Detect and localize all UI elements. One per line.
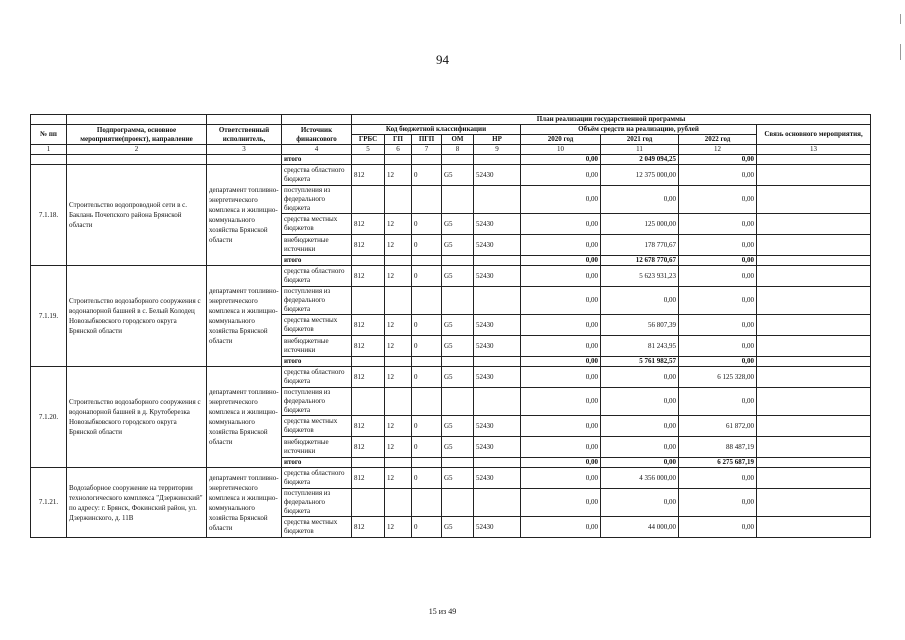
amount-2022: 6 125 328,00 (679, 367, 757, 388)
amount-2020: 0,00 (521, 287, 601, 315)
amount-2020: 0,00 (521, 315, 601, 336)
amount-2020: 0,00 (521, 437, 601, 458)
code-grbs (352, 388, 385, 416)
total-2021: 12 678 770,67 (601, 256, 679, 266)
item-number: 7.1.21. (31, 468, 67, 538)
funding-source: внебюджетные источники (282, 235, 352, 256)
header-link: Связь основного мероприятия, (757, 125, 871, 145)
amount-2022: 0,00 (679, 186, 757, 214)
link-cell (757, 367, 871, 388)
code-pgp (412, 489, 442, 517)
column-number: 13 (757, 145, 871, 155)
empty-code-cell (385, 256, 412, 266)
total-2022: 0,00 (679, 256, 757, 266)
header-om: ОМ (442, 135, 474, 145)
amount-2020: 0,00 (521, 235, 601, 256)
code-nr (474, 388, 521, 416)
responsible-executor: департамент топливно-энергетического комплекса и жилищно-коммунального хозяйства Брянской области (207, 165, 282, 266)
total-2022: 0,00 (679, 357, 757, 367)
code-om: G5 (442, 517, 474, 538)
link-cell (757, 315, 871, 336)
amount-2022: 0,00 (679, 489, 757, 517)
header-name: Подпрограмма, основное мероприятие(проект), направление (67, 125, 207, 145)
code-om: G5 (442, 315, 474, 336)
code-gp: 12 (385, 165, 412, 186)
amount-2021: 5 623 931,23 (601, 266, 679, 287)
column-number: 3 (207, 145, 282, 155)
header-row-groups (31, 125, 871, 135)
amount-2021: 0,00 (601, 489, 679, 517)
empty-code-cell (474, 256, 521, 266)
header-resp: Ответственный исполнитель, (207, 125, 282, 145)
code-gp: 12 (385, 315, 412, 336)
header-no: № пп (31, 125, 67, 145)
empty-code-cell (385, 357, 412, 367)
code-pgp: 0 (412, 416, 442, 437)
amount-2020: 0,00 (521, 416, 601, 437)
funding-source: поступления из федерального бюджета (282, 186, 352, 214)
code-pgp: 0 (412, 367, 442, 388)
code-nr: 52430 (474, 315, 521, 336)
funding-source: средства местных бюджетов (282, 315, 352, 336)
code-om: G5 (442, 214, 474, 235)
code-pgp: 0 (412, 214, 442, 235)
code-pgp (412, 388, 442, 416)
scan-edge-mark (900, 44, 901, 60)
funding-source: средства местных бюджетов (282, 416, 352, 437)
amount-2020: 0,00 (521, 266, 601, 287)
code-pgp: 0 (412, 315, 442, 336)
funding-source: средства местных бюджетов (282, 214, 352, 235)
code-gp: 12 (385, 266, 412, 287)
amount-2021: 0,00 (601, 388, 679, 416)
code-grbs: 812 (352, 517, 385, 538)
code-pgp: 0 (412, 517, 442, 538)
code-om: G5 (442, 416, 474, 437)
link-cell (757, 336, 871, 357)
amount-2022: 0,00 (679, 336, 757, 357)
header-source: Источник финансового (282, 125, 352, 145)
amount-2021: 0,00 (601, 437, 679, 458)
code-nr (474, 287, 521, 315)
column-number: 10 (521, 145, 601, 155)
code-nr: 52430 (474, 468, 521, 489)
link-cell (757, 256, 871, 266)
amount-2021: 12 375 000,00 (601, 165, 679, 186)
link-cell (757, 287, 871, 315)
amount-2022: 0,00 (679, 214, 757, 235)
header-2022: 2022 год (679, 135, 757, 145)
item-name: Строительство водопроводной сети в с. Баклань Почепского района Брянской области (67, 165, 207, 266)
column-number: 12 (679, 145, 757, 155)
code-grbs: 812 (352, 416, 385, 437)
amount-2021: 0,00 (601, 416, 679, 437)
code-grbs: 812 (352, 437, 385, 458)
header-plan-title: План реализации государственной программы (352, 115, 871, 125)
code-nr: 52430 (474, 214, 521, 235)
code-grbs: 812 (352, 336, 385, 357)
code-om: G5 (442, 367, 474, 388)
code-gp (385, 489, 412, 517)
header-row-top (31, 115, 871, 125)
empty-code-cell (474, 458, 521, 468)
code-grbs (352, 186, 385, 214)
funding-source: средства областного бюджета (282, 468, 352, 489)
code-nr: 52430 (474, 235, 521, 256)
code-gp: 12 (385, 517, 412, 538)
program-plan-table (30, 114, 871, 538)
funding-source: поступления из федерального бюджета (282, 489, 352, 517)
empty-code-cell (352, 357, 385, 367)
table-body (31, 115, 871, 538)
amount-2021: 4 356 000,00 (601, 468, 679, 489)
code-om: G5 (442, 266, 474, 287)
item-name: Водозаборное сооружение на территории технологического комплекса "Дзержинский" по адресу: г. Брянск, Фокинский район, ул. Дзержинского, д. 11В (67, 468, 207, 538)
amount-2022: 0,00 (679, 287, 757, 315)
source-row (31, 165, 871, 186)
item-name: Строительство водозаборного сооружения с водонапорной башней в д. Крутоберезка Новозыбковского городского округа Брянской области (67, 367, 207, 468)
source-row (31, 468, 871, 489)
amount-2022: 88 487,19 (679, 437, 757, 458)
item-name: Строительство водозаборного сооружения с водонапорной башней в с. Белый Колодец Новозыбковского городского округа Брянской области (67, 266, 207, 367)
header-pgp: ПГП (412, 135, 442, 145)
code-gp: 12 (385, 214, 412, 235)
code-nr: 52430 (474, 416, 521, 437)
amount-2021: 178 770,67 (601, 235, 679, 256)
amount-2020: 0,00 (521, 186, 601, 214)
amount-2020: 0,00 (521, 517, 601, 538)
link-cell (757, 489, 871, 517)
amount-2022: 0,00 (679, 266, 757, 287)
code-nr (474, 489, 521, 517)
code-pgp: 0 (412, 266, 442, 287)
empty-code-cell (412, 256, 442, 266)
link-cell (757, 468, 871, 489)
code-gp: 12 (385, 336, 412, 357)
amount-2020: 0,00 (521, 489, 601, 517)
item-number: 7.1.20. (31, 367, 67, 468)
amount-2020: 0,00 (521, 388, 601, 416)
header-grbs: ГРБС (352, 135, 385, 145)
total-2020: 0,00 (521, 458, 601, 468)
amount-2020: 0,00 (521, 336, 601, 357)
amount-2022: 0,00 (679, 468, 757, 489)
column-number: 2 (67, 145, 207, 155)
code-om: G5 (442, 235, 474, 256)
code-pgp: 0 (412, 235, 442, 256)
empty-code-cell (385, 458, 412, 468)
header-nr: НР (474, 135, 521, 145)
code-om: G5 (442, 165, 474, 186)
code-om (442, 287, 474, 315)
code-grbs: 812 (352, 468, 385, 489)
link-cell (757, 416, 871, 437)
code-gp: 12 (385, 367, 412, 388)
total-label: итого (282, 458, 352, 468)
code-om: G5 (442, 336, 474, 357)
code-gp: 12 (385, 468, 412, 489)
code-nr: 52430 (474, 336, 521, 357)
code-nr: 52430 (474, 165, 521, 186)
empty-code-cell (352, 256, 385, 266)
code-pgp: 0 (412, 468, 442, 489)
code-gp (385, 388, 412, 416)
funding-source: поступления из федерального бюджета (282, 287, 352, 315)
empty-code-cell (412, 458, 442, 468)
code-grbs: 812 (352, 315, 385, 336)
column-number: 4 (282, 145, 352, 155)
amount-2021: 81 243,95 (601, 336, 679, 357)
responsible-executor: департамент топливно-энергетического комплекса и жилищно-коммунального хозяйства Брянской области (207, 367, 282, 468)
scan-edge-mark (900, 14, 901, 24)
column-number: 7 (412, 145, 442, 155)
link-cell (757, 388, 871, 416)
total-2022: 6 275 687,19 (679, 458, 757, 468)
funding-source: средства областного бюджета (282, 367, 352, 388)
total-2022: 0,00 (679, 155, 757, 165)
amount-2022: 61 872,00 (679, 416, 757, 437)
code-om (442, 388, 474, 416)
responsible-executor: департамент топливно-энергетического комплекса и жилищно-коммунального хозяйства Брянской области (207, 468, 282, 538)
page-number: 94 (436, 52, 449, 67)
amount-2022: 0,00 (679, 165, 757, 186)
code-nr (474, 186, 521, 214)
empty-code-cell (442, 256, 474, 266)
code-pgp (412, 287, 442, 315)
amount-2020: 0,00 (521, 468, 601, 489)
code-gp (385, 186, 412, 214)
code-nr: 52430 (474, 517, 521, 538)
column-number: 11 (601, 145, 679, 155)
total-label: итого (282, 357, 352, 367)
total-2020: 0,00 (521, 155, 601, 165)
funding-source: средства областного бюджета (282, 266, 352, 287)
total-label: итого (282, 256, 352, 266)
code-pgp: 0 (412, 165, 442, 186)
total-2021: 2 049 094,25 (601, 155, 679, 165)
item-number: 7.1.18. (31, 165, 67, 266)
funding-source: средства местных бюджетов (282, 517, 352, 538)
column-number: 1 (31, 145, 67, 155)
code-om: G5 (442, 468, 474, 489)
empty-code-cell (442, 458, 474, 468)
amount-2021: 0,00 (601, 186, 679, 214)
responsible-executor: департамент топливно-энергетического комплекса и жилищно-коммунального хозяйства Брянской области (207, 266, 282, 367)
total-label: итого (282, 155, 352, 165)
code-gp (385, 287, 412, 315)
first-total-row (31, 155, 871, 165)
column-number: 9 (474, 145, 521, 155)
code-grbs: 812 (352, 367, 385, 388)
header-amount-group: Объём средств на реализацию, рублей (521, 125, 757, 135)
empty-code-cell (352, 458, 385, 468)
empty-code-cell (474, 357, 521, 367)
link-cell (757, 437, 871, 458)
code-grbs (352, 287, 385, 315)
code-grbs: 812 (352, 165, 385, 186)
amount-2021: 0,00 (601, 287, 679, 315)
amount-2021: 125 000,00 (601, 214, 679, 235)
source-row (31, 266, 871, 287)
amount-2021: 0,00 (601, 367, 679, 388)
code-gp: 12 (385, 437, 412, 458)
amount-2020: 0,00 (521, 165, 601, 186)
total-2021: 5 761 982,57 (601, 357, 679, 367)
code-gp: 12 (385, 416, 412, 437)
code-om: G5 (442, 437, 474, 458)
code-pgp: 0 (412, 437, 442, 458)
code-grbs: 812 (352, 266, 385, 287)
code-grbs (352, 489, 385, 517)
code-om (442, 489, 474, 517)
total-2020: 0,00 (521, 256, 601, 266)
link-cell (757, 235, 871, 256)
code-nr: 52430 (474, 367, 521, 388)
funding-source: поступления из федерального бюджета (282, 388, 352, 416)
code-gp: 12 (385, 235, 412, 256)
amount-2022: 0,00 (679, 388, 757, 416)
code-pgp (412, 186, 442, 214)
code-grbs: 812 (352, 214, 385, 235)
link-cell (757, 186, 871, 214)
column-number: 5 (352, 145, 385, 155)
amount-2020: 0,00 (521, 367, 601, 388)
header-2020: 2020 год (521, 135, 601, 145)
column-number: 6 (385, 145, 412, 155)
link-cell (757, 266, 871, 287)
header-2021: 2021 год (601, 135, 679, 145)
column-number: 8 (442, 145, 474, 155)
empty-code-cell (442, 357, 474, 367)
column-number-row (31, 145, 871, 155)
amount-2021: 56 807,39 (601, 315, 679, 336)
total-2020: 0,00 (521, 357, 601, 367)
link-cell (757, 165, 871, 186)
page-footer: 15 из 49 (428, 607, 457, 616)
code-nr: 52430 (474, 437, 521, 458)
code-nr: 52430 (474, 266, 521, 287)
item-number: 7.1.19. (31, 266, 67, 367)
amount-2021: 44 000,00 (601, 517, 679, 538)
header-gp: ГП (385, 135, 412, 145)
funding-source: внебюджетные источники (282, 336, 352, 357)
funding-source: средства областного бюджета (282, 165, 352, 186)
amount-2020: 0,00 (521, 214, 601, 235)
link-cell (757, 458, 871, 468)
link-cell (757, 357, 871, 367)
code-grbs: 812 (352, 235, 385, 256)
amount-2022: 0,00 (679, 517, 757, 538)
code-om (442, 186, 474, 214)
code-pgp: 0 (412, 336, 442, 357)
amount-2022: 0,00 (679, 235, 757, 256)
link-cell (757, 517, 871, 538)
link-cell (757, 214, 871, 235)
funding-source: внебюджетные источники (282, 437, 352, 458)
header-code-group: Код бюджетной классификации (352, 125, 521, 135)
total-2021: 0,00 (601, 458, 679, 468)
empty-code-cell (412, 357, 442, 367)
amount-2022: 0,00 (679, 315, 757, 336)
source-row (31, 367, 871, 388)
